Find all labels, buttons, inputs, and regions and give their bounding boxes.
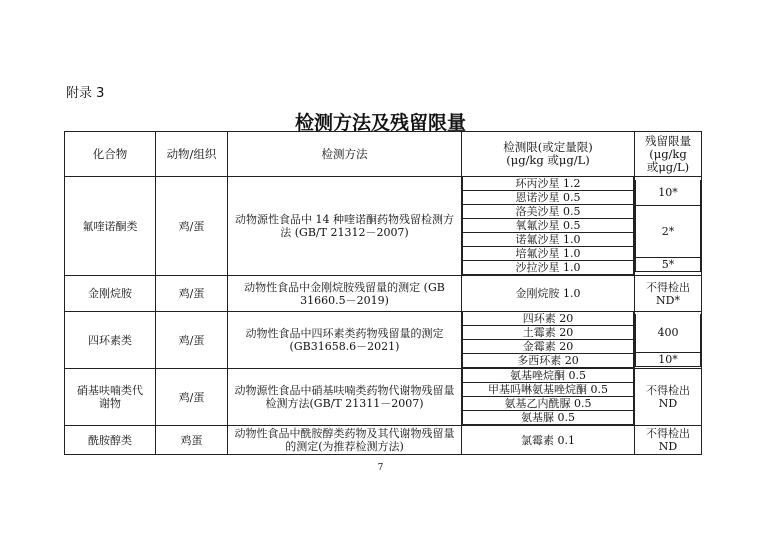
residue-limit-line1: 不得检出: [646, 280, 690, 294]
header-detection-limit-line1: 检测限(或定量限): [503, 140, 593, 154]
detection-limit-item: 氨基唑烷酮 0.5: [463, 369, 634, 383]
detection-limit-cell: [462, 177, 635, 276]
header-detection-limit-line2: (μg/kg 或μg/L): [506, 153, 590, 167]
method-cell: 动物源性食品中硝基呋喃类药物代谢物残留量检测方法(GB/T 21311－2007): [228, 369, 462, 426]
compound-line2: 谢物: [99, 397, 121, 410]
table-header-row: [65, 132, 702, 177]
detection-limit-list: [462, 369, 634, 425]
animal-cell: 鸡蛋: [156, 426, 228, 455]
detection-limit-item: 诺氟沙星 1.0: [463, 233, 634, 247]
animal-cell: 鸡/蛋: [156, 177, 228, 276]
detection-limit-item: 甲基吗啉氨基唑烷酮 0.5: [463, 383, 634, 397]
detection-limit-cell: 氯霉素 0.1: [462, 426, 635, 455]
detection-limit-list: [462, 177, 634, 275]
detection-limit-item: 氧氟沙星 0.5: [463, 219, 634, 233]
residue-limit-line2: ND: [658, 440, 678, 453]
method-cell: 动物源性食品中 14 种喹诺酮药物残留检测方法 (GB/T 21312－2007): [228, 177, 462, 276]
table-row: [65, 426, 702, 455]
residue-limit-line2: ND: [658, 397, 678, 410]
detection-limit-item: 氨基乙内酰脲 0.5: [463, 397, 634, 411]
compound-cell: 金刚烷胺: [65, 276, 156, 312]
compound-line1: 硝基呋喃类代: [77, 384, 143, 397]
residue-limit-item: 10*: [636, 352, 701, 366]
animal-cell: 鸡/蛋: [156, 312, 228, 369]
method-cell: 动物性食品中金刚烷胺残留量的测定 (GB 31660.5－2019): [228, 276, 462, 312]
compound-cell: 四环素类: [65, 312, 156, 369]
residue-limit-cell: [635, 177, 702, 276]
residue-limit-cell: [635, 426, 702, 455]
page-number: 7: [377, 463, 384, 473]
detection-limit-item: 四环素 20: [463, 312, 634, 326]
table-row: [65, 369, 702, 426]
header-residue-limit-line3: 或μg/L): [646, 159, 690, 174]
table-row: [65, 276, 702, 312]
detection-limit-item: 氨基脲 0.5: [463, 411, 634, 425]
detection-limit-cell: [462, 369, 635, 426]
detection-limit-list: [462, 312, 634, 368]
residue-limit-line1: 不得检出: [646, 427, 690, 440]
detection-limit-item: 沙拉沙星 1.0: [463, 261, 634, 275]
animal-cell: 鸡/蛋: [156, 276, 228, 312]
detection-limit-cell: 金刚烷胺 1.0: [462, 276, 635, 312]
detection-limit-cell: [462, 312, 635, 369]
residue-limit-cell: [635, 369, 702, 426]
residue-limit-line1: 不得检出: [646, 384, 690, 397]
header-compound: 化合物: [65, 132, 156, 177]
residue-limit-cell: [635, 312, 702, 369]
residue-limit-item: 10*: [636, 180, 701, 206]
detection-limit-item: 恩诺沙星 0.5: [463, 191, 634, 205]
detection-limit-item: 土霉素 20: [463, 326, 634, 340]
header-residue-limit-line2: (μg/kg: [649, 146, 687, 161]
table-row: [65, 312, 702, 369]
detection-limit-item: 环丙沙星 1.2: [463, 177, 634, 191]
animal-cell: 鸡/蛋: [156, 369, 228, 426]
residue-limit-list: [635, 314, 701, 367]
detection-limit-item: 洛美沙星 0.5: [463, 205, 634, 219]
header-residue-limit: [635, 132, 702, 177]
detection-limit-item: 培氟沙星 1.0: [463, 247, 634, 261]
page-title: 检测方法及残留限量: [294, 112, 466, 134]
compound-cell: 酰胺醇类: [65, 426, 156, 455]
method-cell: 动物性食品中四环素类药物残留量的测定(GB31658.6－2021): [228, 312, 462, 369]
header-detection-limit: [462, 132, 635, 177]
residue-limit-item: 5*: [636, 258, 701, 272]
method-cell: 动物性食品中酰胺醇类药物及其代谢物残留量的测定(为推荐检测方法): [228, 426, 462, 455]
residue-limit-item: 2*: [636, 206, 701, 258]
compound-cell: 氟喹诺酮类: [65, 177, 156, 276]
header-residue-limit-line1: 残留限量: [645, 133, 691, 148]
table-row: [65, 177, 702, 276]
residue-limit-item: 400: [636, 314, 701, 353]
header-method: 检测方法: [228, 132, 462, 177]
compound-cell: [65, 369, 156, 426]
residue-limit-list: [635, 180, 701, 272]
appendix-label: 附录 3: [66, 86, 105, 101]
residue-limit-cell: [635, 276, 702, 312]
header-animal-tissue: 动物/组织: [156, 132, 228, 177]
detection-limit-item: 多西环素 20: [463, 354, 634, 368]
residue-limits-table: [64, 131, 702, 455]
detection-limit-item: 金霉素 20: [463, 340, 634, 354]
residue-limit-line2: ND*: [656, 293, 680, 307]
